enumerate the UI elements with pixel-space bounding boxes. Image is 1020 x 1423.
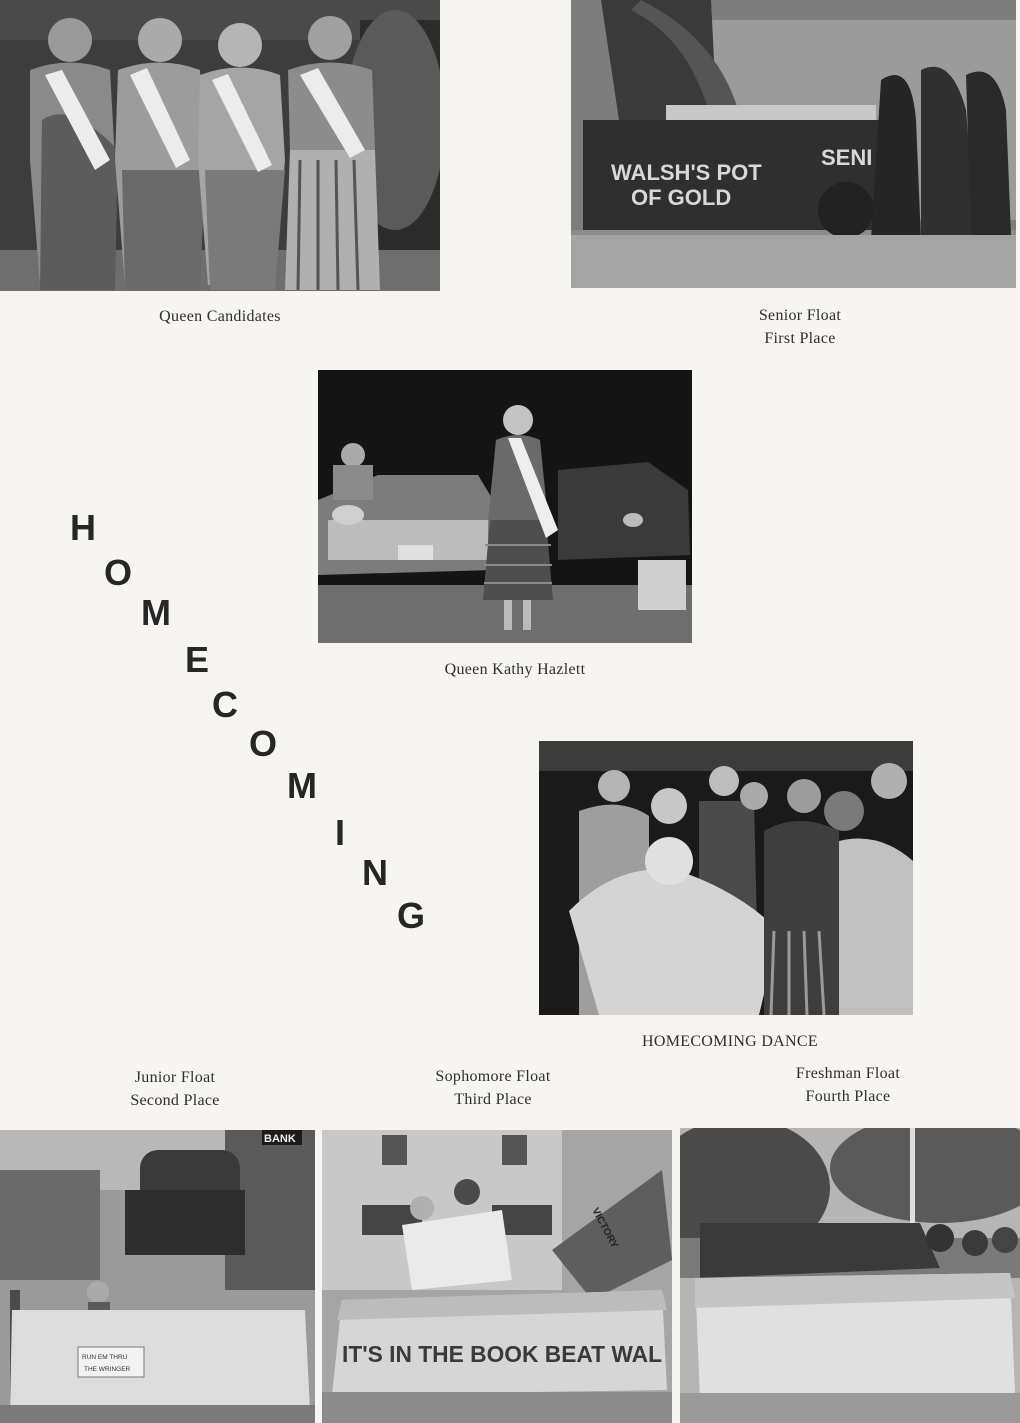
title-letter: C — [212, 684, 238, 725]
queen-photo — [318, 370, 692, 643]
senior-float-sign-side: SENI — [821, 145, 873, 170]
junior-float-caption — [85, 1066, 265, 1112]
title-letter: I — [335, 812, 346, 853]
sophomore-float-caption — [403, 1065, 583, 1111]
caption-line: Fourth Place — [805, 1088, 891, 1105]
caption-line: HOMECOMING DANCE — [642, 1033, 818, 1050]
title-letter: O — [249, 723, 278, 764]
title-letter: N — [362, 852, 388, 893]
caption-line: Sophomore Float — [435, 1068, 551, 1085]
caption-line: Queen Candidates — [159, 308, 281, 325]
senior-float-photo — [571, 0, 1016, 288]
caption-line: Queen Kathy Hazlett — [444, 661, 586, 678]
caption-line: Senior Float — [758, 307, 842, 324]
junior-float-banner-line1: RUN EM THRU — [82, 1354, 128, 1361]
sophomore-float-book-text: VICTORY — [589, 1206, 620, 1251]
freshman-float-photo — [680, 1128, 1020, 1423]
homecoming-dance-caption — [610, 1030, 850, 1053]
title-letter: E — [185, 639, 210, 680]
title-letter: O — [104, 552, 133, 593]
caption-line: First Place — [764, 330, 836, 347]
sophomore-float-photo — [322, 1130, 672, 1423]
queen-caption — [400, 658, 630, 681]
senior-float-sign-line2: OF GOLD — [631, 185, 732, 210]
junior-float-bank-sign: BANK — [264, 1133, 296, 1145]
title-letter: H — [70, 507, 96, 548]
senior-float-sign-line1: WALSH'S POT — [611, 160, 762, 185]
queen-candidates-caption — [120, 305, 320, 328]
caption-line: Freshman Float — [795, 1065, 901, 1082]
caption-line: Second Place — [130, 1092, 220, 1109]
caption-line: Junior Float — [134, 1069, 216, 1086]
senior-float-caption — [700, 304, 900, 350]
caption-line: Third Place — [454, 1091, 532, 1108]
junior-float-photo — [0, 1130, 315, 1423]
junior-float-banner-line2: THE WRINGER — [84, 1366, 131, 1373]
homecoming-dance-photo — [539, 741, 913, 1015]
queen-candidates-photo — [0, 0, 440, 291]
title-letter: M — [141, 592, 171, 633]
sophomore-float-banner: IT'S IN THE BOOK BEAT WAL — [342, 1341, 662, 1367]
title-letter: M — [287, 765, 317, 806]
title-letter: G — [397, 895, 426, 936]
freshman-float-caption — [758, 1062, 938, 1108]
